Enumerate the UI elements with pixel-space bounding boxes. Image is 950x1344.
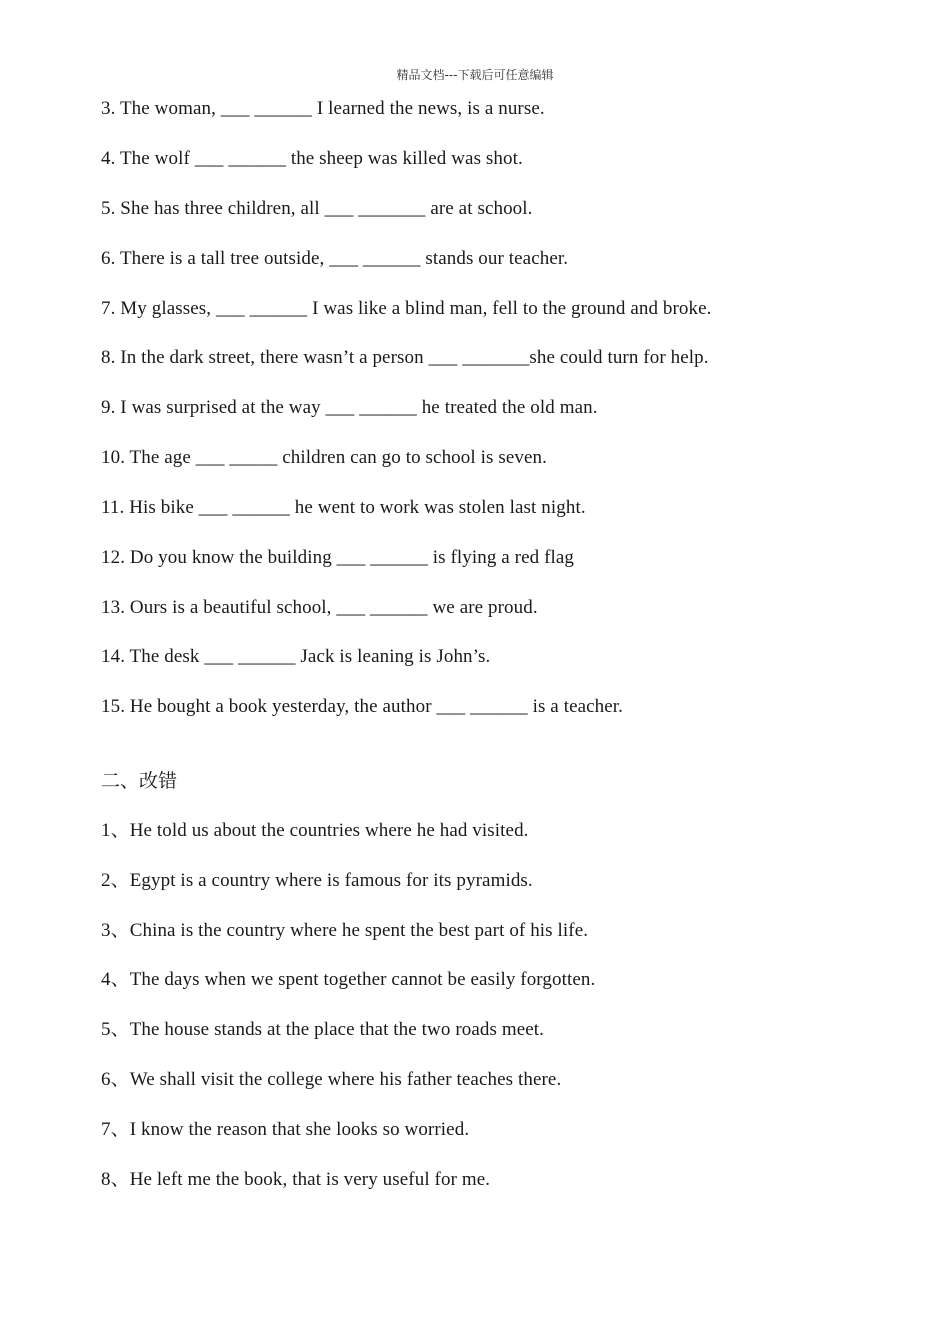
- correction-7: 7、I know the reason that she looks so worried.: [101, 1119, 470, 1140]
- correction-8: 8、He left me the book, that is very useful for me.: [101, 1169, 491, 1190]
- correction-6: 6、We shall visit the college where his father teaches there.: [101, 1069, 562, 1090]
- question-6: 6. There is a tall tree outside, ___ ______ stands our teacher.: [101, 248, 569, 269]
- question-13: 13. Ours is a beautiful school, ___ ______ we are proud.: [101, 597, 538, 618]
- correction-2: 2、Egypt is a country where is famous for its pyramids.: [101, 870, 533, 891]
- question-10: 10. The age ___ _____ children can go to school is seven.: [101, 447, 547, 468]
- question-11: 11. His bike ___ ______ he went to work was stolen last night.: [101, 497, 586, 518]
- correction-5: 5、The house stands at the place that the two roads meet.: [101, 1019, 544, 1040]
- section-2-title: 二、改错: [101, 770, 178, 792]
- correction-1: 1、He told us about the countries where he had visited.: [101, 820, 529, 841]
- question-3: 3. The woman, ___ ______ I learned the news, is a nurse.: [101, 98, 545, 119]
- question-4: 4. The wolf ___ ______ the sheep was killed was shot.: [101, 148, 523, 169]
- page-header: 精品文档---下载后可任意编辑: [396, 68, 554, 82]
- question-9: 9. I was surprised at the way ___ ______ he treated the old man.: [101, 397, 598, 418]
- correction-4: 4、The days when we spent together cannot be easily forgotten.: [101, 969, 596, 990]
- question-14: 14. The desk ___ ______ Jack is leaning is John’s.: [101, 646, 491, 667]
- question-5: 5. She has three children, all ___ _______ are at school.: [101, 198, 533, 219]
- question-7: 7. My glasses, ___ ______ I was like a blind man, fell to the ground and broke.: [101, 298, 712, 319]
- question-8: 8. In the dark street, there wasn’t a person ___ _______she could turn for help.: [101, 347, 709, 368]
- question-15: 15. He bought a book yesterday, the author ___ ______ is a teacher.: [101, 696, 624, 717]
- correction-3: 3、China is the country where he spent the best part of his life.: [101, 920, 589, 941]
- question-12: 12. Do you know the building ___ ______ is flying a red flag: [101, 547, 575, 568]
